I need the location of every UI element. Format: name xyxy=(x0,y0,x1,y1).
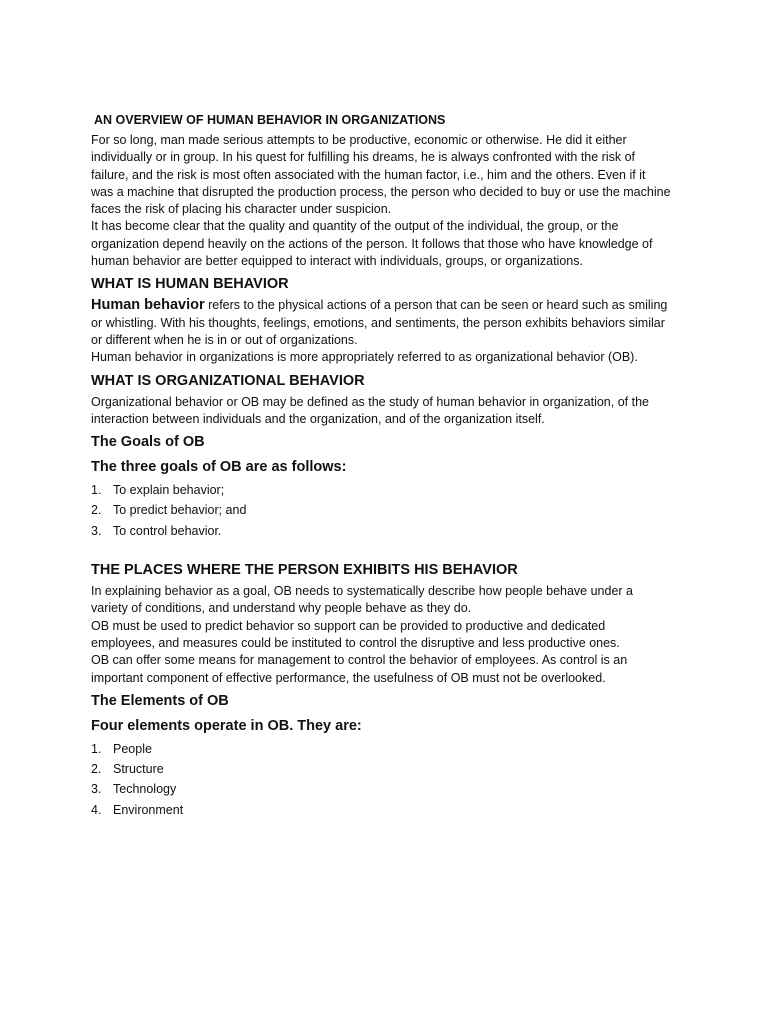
list-item: 1. People xyxy=(91,741,152,756)
document-title: AN OVERVIEW OF HUMAN BEHAVIOR IN ORGANIZATIONS xyxy=(94,113,446,127)
places-paragraph-3: OB can offer some means for management to control the behavior of employees. As control is an important component of effective performance, the usefulness of OB must not be overlooked. xyxy=(91,653,628,685)
human-behavior-note: Human behavior in organizations is more appropriately referred to as organizational behavior (OB). xyxy=(91,350,638,365)
goals-list xyxy=(91,480,671,541)
organizational-behavior-definition: Organizational behavior or OB may be defined as the study of human behavior in organization, of the interaction between individuals and the organization, and of the organization itself. xyxy=(91,394,649,426)
human-behavior-definition-text: refers to the physical actions of a person that can be seen or heard such as smiling or whistling. With his thoughts, feelings, emotions, and sentiments, the person exhibits behaviors similar or different when he is in or out of organizations. xyxy=(91,298,668,347)
heading-human-behavior: WHAT IS HUMAN BEHAVIOR xyxy=(91,276,289,293)
document-page xyxy=(91,112,671,820)
goals-subheading: The three goals of OB are as follows: xyxy=(91,459,347,476)
human-behavior-term: Human behavior xyxy=(91,297,205,314)
human-behavior-definition xyxy=(91,297,671,349)
heading-elements-of-ob: The Elements of OB xyxy=(91,692,229,709)
heading-goals-of-ob: The Goals of OB xyxy=(91,434,205,451)
list-item: 4. Environment xyxy=(91,802,184,817)
list-item: 3. To control behavior. xyxy=(91,523,222,538)
intro-paragraph-1: For so long, man made serious attempts to be productive, economic or otherwise. He did it either individually or in group. In his quest for fulfilling his dreams, he is always confronted with the risk of failure, and the risk is most often associated with the human factor, i.e., him and the others. Even if it was a machine that disrupted the production process, the person who decided to buy or use the machine faces the risk of placing his character under suspicion. xyxy=(91,133,671,217)
list-item: 2. To predict behavior; and xyxy=(91,503,247,518)
elements-subheading: Four elements operate in OB. They are: xyxy=(91,717,362,734)
list-item: 2. Structure xyxy=(91,762,164,777)
places-paragraph-2: OB must be used to predict behavior so support can be provided to productive and dedicated employees, and measures could be instituted to control the disruptive and less productive ones. xyxy=(91,618,620,650)
section-spacer xyxy=(91,541,671,556)
places-paragraph-1: In explaining behavior as a goal, OB needs to systematically describe how people behave under a variety of conditions, and understand why people behave as they do. xyxy=(91,584,634,616)
intro-paragraph-2: It has become clear that the quality and quantity of the output of the individual, the group, or the organization depend heavily on the actions of the person. It follows that those who have knowledge of human behavior are better equipped to interact with individuals, groups, or organizations. xyxy=(91,219,653,269)
list-item: 3. Technology xyxy=(91,782,177,797)
elements-list xyxy=(91,739,671,820)
list-item: 1. To explain behavior; xyxy=(91,483,225,498)
heading-places: THE PLACES WHERE THE PERSON EXHIBITS HIS BEHAVIOR xyxy=(91,562,518,579)
heading-organizational-behavior: WHAT IS ORGANIZATIONAL BEHAVIOR xyxy=(91,372,365,389)
